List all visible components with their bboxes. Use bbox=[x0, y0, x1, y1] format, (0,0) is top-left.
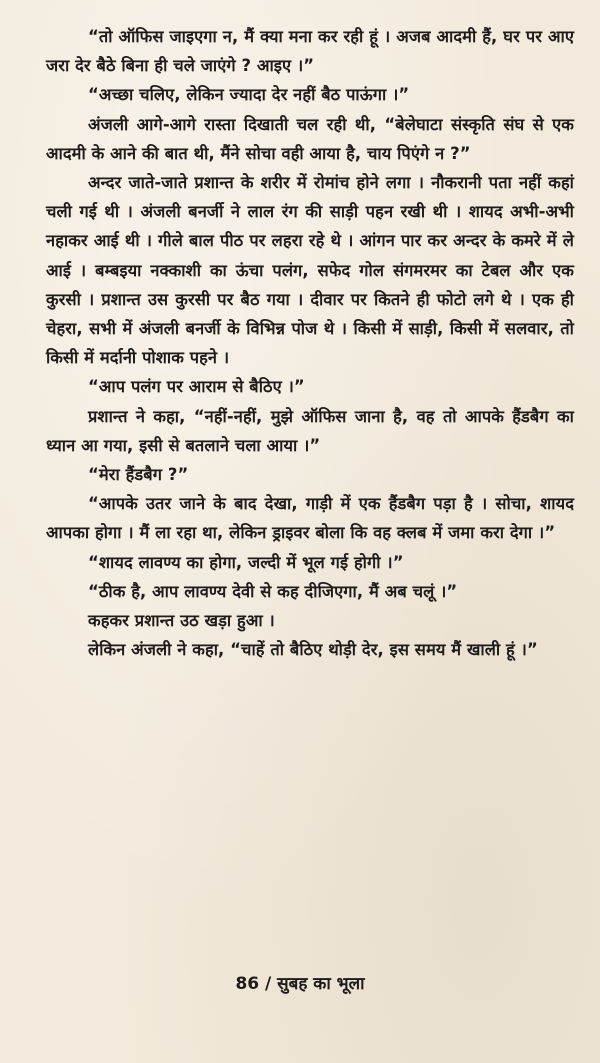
paragraph: अन्दर जाते-जाते प्रशान्त के शरीर में रोमांच होने लगा । नौकरानी पता नहीं कहां चली गई थी । अंजली बनर्जी ने लाल रंग की साड़ी पहन रखी थी । शायद अभी-अभी नहाकर आई थी । गीले बाल पीठ पर लहरा रहे थे । आंगन पार कर अन्दर के कमरे में ले आई । बम्बइया नक्काशी का ऊंचा पलंग, सफेद गोल संगमरमर का टेबल और एक कुरसी । प्रशान्त उस कुरसी पर बैठ गया । दीवार पर कितने ही फोटो लगे थे । एक ही चेहरा, सभी में अंजली बनर्जी के विभिन्न पोज थे । किसी में साड़ी, किसी में सलवार, तो किसी में मर्दानी पोशाक पहने । bbox=[46, 173, 574, 368]
paragraph: “मेरा हैंडबैग ?” bbox=[88, 465, 189, 485]
paragraph: कहकर प्रशान्त उठ खड़ा हुआ । bbox=[88, 611, 275, 631]
paragraph: “शायद लावण्य का होगा, जल्दी में भूल गई होगी ।” bbox=[88, 552, 404, 572]
page-footer: 86 / सुबह का भूला bbox=[235, 974, 365, 994]
paragraph: “आप पलंग पर आराम से बैठिए ।” bbox=[88, 377, 305, 397]
paragraph: लेकिन अंजली ने कहा, “चाहें तो बैठिए थोड़ी देर, इस समय मैं खाली हूं ।” bbox=[88, 640, 538, 660]
paragraph: अंजली आगे-आगे रास्ता दिखाती चल रही थी, “बेलेघाटा संस्कृति संघ से एक आदमी के आने की बात थी, मैंने सोचा वही आया है, चाय पिएंगे न ?” bbox=[46, 114, 574, 163]
paragraph: “तो ऑफिस जाइएगा न, मैं क्या मना कर रही हूं । अजब आदमी हैं, घर पर आए जरा देर बैठे बिना ही चले जाएंगे ? आइए ।” bbox=[46, 27, 574, 76]
paragraph: “ठीक है, आप लावण्य देवी से कह दीजिएगा, मैं अब चलूं ।” bbox=[88, 581, 458, 601]
paragraph: “अच्छा चलिए, लेकिन ज्यादा देर नहीं बैठ पाऊंगा ।” bbox=[88, 85, 410, 105]
paragraph: प्रशान्त ने कहा, “नहीं-नहीं, मुझे ऑफिस जाना है, वह तो आपके हैंडबैग का ध्यान आ गया, इसी से बतलाने चला आया ।” bbox=[46, 406, 574, 455]
paragraph: “आपके उतर जाने के बाद देखा, गाड़ी में एक हैंडबैग पड़ा है । सोचा, शायद आपका होगा । मैं ला रहा था, लेकिन ड्राइवर बोला कि वह क्लब में जमा करा देगा ।” bbox=[46, 494, 574, 543]
body-text bbox=[46, 22, 574, 664]
